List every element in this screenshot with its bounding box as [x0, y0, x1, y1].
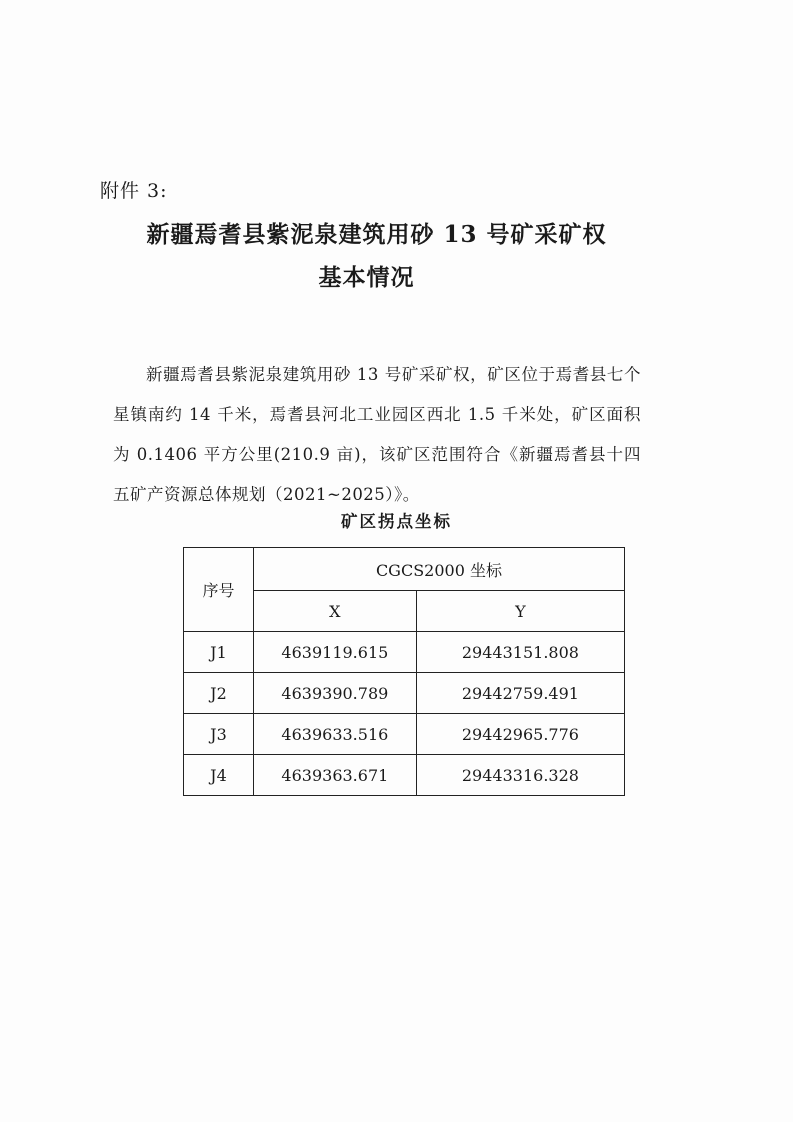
document-title-line-2: 基本情况: [318, 264, 415, 291]
row-y: 29443316.328: [416, 755, 624, 796]
header-x: X: [253, 591, 416, 632]
body-paragraph: 新疆焉耆县紫泥泉建筑用砂 13 号矿采矿权，矿区位于焉耆县七个星镇南约 14 千米，焉耆县河北工业园区西北 1.5 千米处，矿区面积为 0.1406 平方公里(210.9 亩)，该矿区范围符合《新疆焉耆县十四五矿产资源总体规划（2021~2025）》。: [113, 364, 641, 504]
table-row: [184, 673, 625, 714]
row-x: 4639363.671: [253, 755, 416, 796]
row-y: 29442759.491: [416, 673, 624, 714]
row-x: 4639119.615: [253, 632, 416, 673]
table-row: [184, 714, 625, 755]
row-id: J1: [184, 632, 254, 673]
table-row: [184, 755, 625, 796]
attachment-label: 附件 3:: [100, 180, 168, 202]
table-row: [184, 632, 625, 673]
header-coordinate-system: CGCS2000 坐标: [253, 548, 624, 591]
row-x: 4639390.789: [253, 673, 416, 714]
row-x: 4639633.516: [253, 714, 416, 755]
row-id: J3: [184, 714, 254, 755]
row-id: J4: [184, 755, 254, 796]
table-caption: 矿区拐点坐标: [341, 512, 452, 531]
row-id: J2: [184, 673, 254, 714]
header-y: Y: [416, 591, 624, 632]
row-y: 29442965.776: [416, 714, 624, 755]
document-title-line-1: 新疆焉耆县紫泥泉建筑用砂 13 号矿采矿权: [146, 221, 607, 248]
coordinates-table: [183, 547, 625, 796]
header-seq: 序号: [184, 548, 254, 632]
row-y: 29443151.808: [416, 632, 624, 673]
